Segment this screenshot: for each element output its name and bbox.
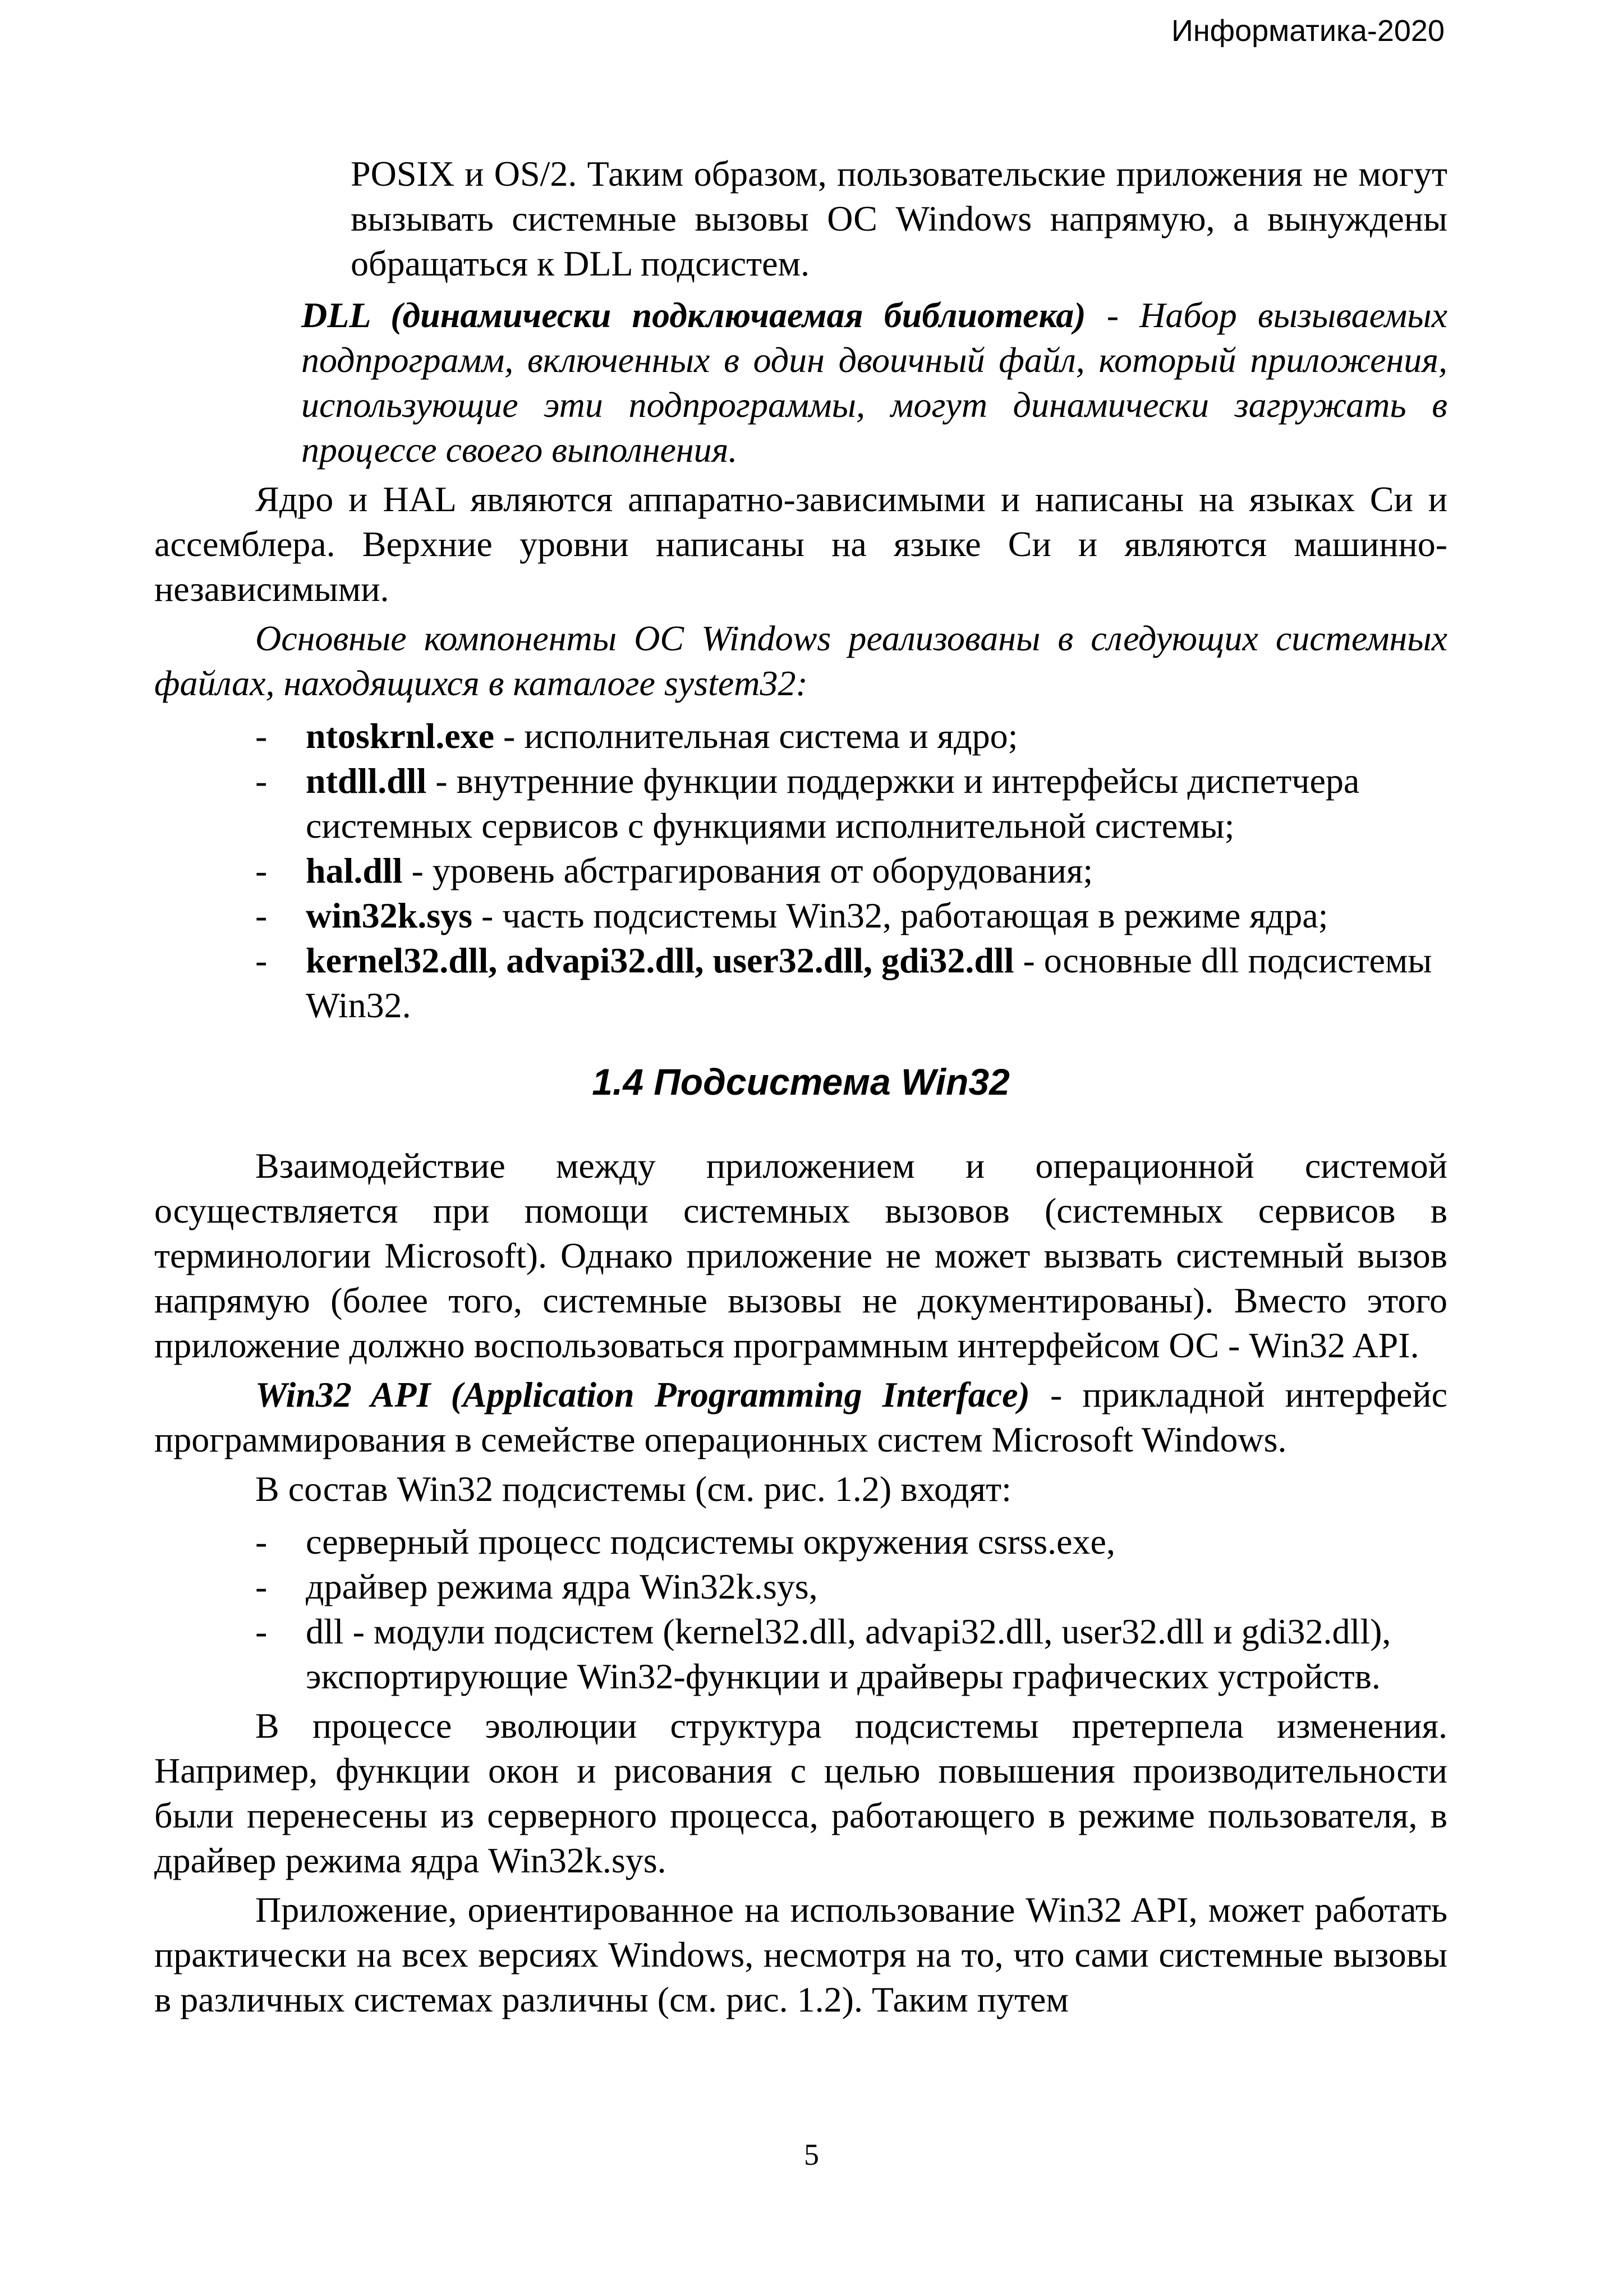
kernel-paragraph: Ядро и HAL являются аппаратно-зависимыми и написаны на языках Си и ассемблера. Верхние уровни написаны на языке Си и являются машинно-независимыми.: [154, 479, 1447, 609]
intro-paragraph: POSIX и OS/2. Таким образом, пользовательские приложения не могут вызывать системные вызовы ОС Windows напрямую, а вынуждены обращаться к DLL подсистем.: [351, 154, 1447, 283]
dll-definition-term: DLL (динамически подключаемая библиотека): [301, 295, 1086, 335]
evolution-paragraph: В процессе эволюции структура подсистемы претерпела изменения. Например, функции окон и рисования с целью повышения производительности были перенесены из серверного процесса, работающего в режиме пользователя, в драйвер режима ядра Win32k.sys.: [154, 1706, 1447, 1880]
list-item: - драйвер режима ядра Win32k.sys,: [154, 1564, 1447, 1609]
page-body: [154, 151, 1447, 2022]
list-item: [154, 714, 1447, 759]
list-item: [154, 938, 1447, 1028]
file-description: - внутренние функции поддержки и интерфейсы диспетчера системных сервисов с функциями исполнительной системы;: [306, 761, 1360, 846]
page-number: 5: [804, 2138, 819, 2171]
section-heading: 1.4 Подсистема Win32: [592, 1061, 1010, 1103]
file-description: - уровень абстрагирования от оборудования;: [402, 851, 1093, 890]
list-item: [154, 893, 1447, 938]
file-name: kernel32.dll, advapi32.dll, user32.dll, gdi32.dll: [306, 940, 1014, 980]
dll-definition-text: - Набор вызываемых подпрограмм, включенных в один двоичный файл, который приложения, использующие эти подпрограммы, могут динамически загружать в процессе своего выполнения.: [301, 295, 1448, 470]
list-item: - dll - модули подсистем (kernel32.dll, advapi32.dll, user32.dll и gdi32.dll), экспортирующие Win32-функции и драйверы графических устройств.: [154, 1609, 1447, 1699]
list-item: - серверный процесс подсистемы окружения csrss.exe,: [154, 1519, 1447, 1564]
interaction-paragraph: Взаимодействие между приложением и операционной системой осуществляется при помощи системных вызовов (системных сервисов в терминологии Microsoft). Однако приложение не может вызвать системный вызов напрямую (более того, системные вызовы не документированы). Вместо этого приложение должно воспользоваться программным интерфейсом ОС - Win32 API.: [154, 1146, 1447, 1365]
api-definition-text: - прикладной интерфейс программирования в семействе операционных систем Microsoft Windows.: [154, 1375, 1448, 1459]
api-definition-term: Win32 API (Application Programming Interface): [255, 1375, 1030, 1415]
file-description: - исполнительная система и ядро;: [494, 716, 1018, 756]
components-paragraph: Основные компоненты ОС Windows реализованы в следующих системных файлах, находящихся в каталоге system32:: [154, 618, 1447, 703]
composition-list: [154, 1519, 1447, 1699]
application-paragraph: Приложение, ориентированное на использование Win32 API, может работать практически на всех версиях Windows, несмотря на то, что сами системные вызовы в различных системах различны (см. рис. 1.2). Таким путем: [154, 1890, 1447, 2019]
file-name: ntdll.dll: [306, 761, 427, 801]
list-item: [154, 759, 1447, 848]
running-header: Информатика-2020: [1171, 14, 1445, 48]
file-description: - часть подсистемы Win32, работающая в режиме ядра;: [472, 896, 1328, 935]
composition-paragraph: В состав Win32 подсистемы (см. рис. 1.2) входят:: [255, 1469, 1011, 1509]
file-name: win32k.sys: [306, 896, 472, 935]
dll-definition: [301, 293, 1447, 472]
system-files-list: [154, 714, 1447, 1028]
file-name: hal.dll: [306, 851, 403, 890]
file-description: - основные dll подсистемы Win32.: [306, 940, 1432, 1025]
list-item: [154, 848, 1447, 893]
api-definition: [154, 1372, 1447, 1462]
file-name: ntoskrnl.exe: [306, 716, 494, 756]
